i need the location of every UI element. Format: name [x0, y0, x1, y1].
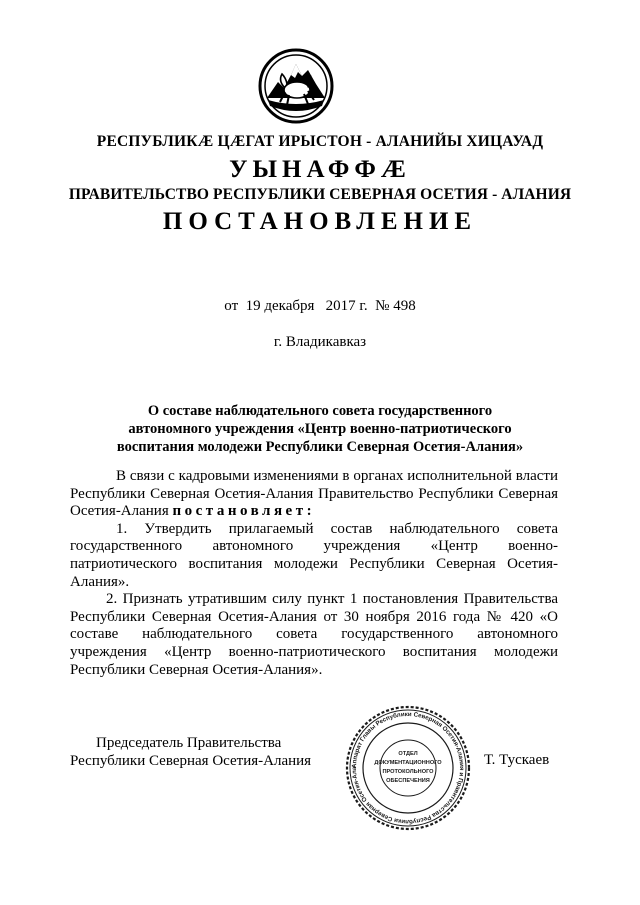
preamble-paragraph	[70, 468, 558, 521]
document-city: г. Владикавказ	[273, 334, 367, 350]
stamp-center-line: ОБЕСПЕЧЕНИЯ	[386, 778, 430, 784]
document-date-number: от 19 декабря 2017 г. № 498	[224, 298, 416, 314]
title-line: воспитания молодежи Республики Северная Осетия-Алания»	[116, 439, 524, 455]
stamp-center-line: ДОКУМЕНТАЦИОННОГО	[374, 760, 442, 766]
resolves-word: постановляет:	[172, 503, 316, 520]
stamp-center-line: ОТДЕЛ	[398, 751, 418, 757]
title-line: автономного учреждения «Центр военно-патриотического	[128, 421, 512, 437]
item-1: 1. Утвердить прилагаемый состав наблюдательного совета государственного автономного учреждения «Центр военно-патриотического воспитания молодежи Республики Северная Осетия-Алания».	[70, 520, 558, 590]
signatory-name: Т. Тускаев	[484, 752, 550, 768]
coat-of-arms-icon	[258, 48, 334, 124]
position-line: Председатель Правительства	[96, 735, 282, 751]
stamp-center-line: ПРОТОКОЛЬНОГО	[382, 769, 434, 775]
preamble-text: В связи с кадровыми изменениями в органах исполнительной власти Республики Северная Осетия-Алания Правительство Республики Северная Осетия-Алания	[70, 468, 558, 520]
document-title	[60, 402, 580, 456]
russian-document-type: ПОСТАНОВЛЕНИЕ	[162, 208, 478, 235]
title-line: О составе наблюдательного совета государственного	[147, 403, 493, 419]
ossetian-government-name: РЕСПУБЛИКӔ ЦӔГАТ ИРЫСТОН - АЛАНИЙЫ ХИЦАУАД	[96, 133, 544, 150]
russian-government-name: ПРАВИТЕЛЬСТВО РЕСПУБЛИКИ СЕВЕРНАЯ ОСЕТИЯ - АЛАНИЯ	[68, 186, 572, 203]
item-2: 2. Признать утратившим силу пункт 1 постановления Правительства Республики Северная Осетия-Алания от 30 ноября 2016 года № 420 «О составе наблюдательного совета государственного автономного учреждения «Центр военно-патриотического воспитания молодежи Республики Северная Осетия-Алания».	[70, 591, 558, 678]
position-line: Республики Северная Осетия-Алания	[70, 753, 312, 769]
official-seal-icon	[344, 704, 472, 832]
document-body	[70, 468, 558, 679]
ossetian-document-type: УЫНАФФӔ	[229, 156, 411, 183]
stamp-outer-text: Аппарат Главы Республики Северная Осетия-Алания и Правительства Республики Северная Осетия-Ала	[350, 710, 466, 826]
signatory-position	[70, 734, 330, 770]
